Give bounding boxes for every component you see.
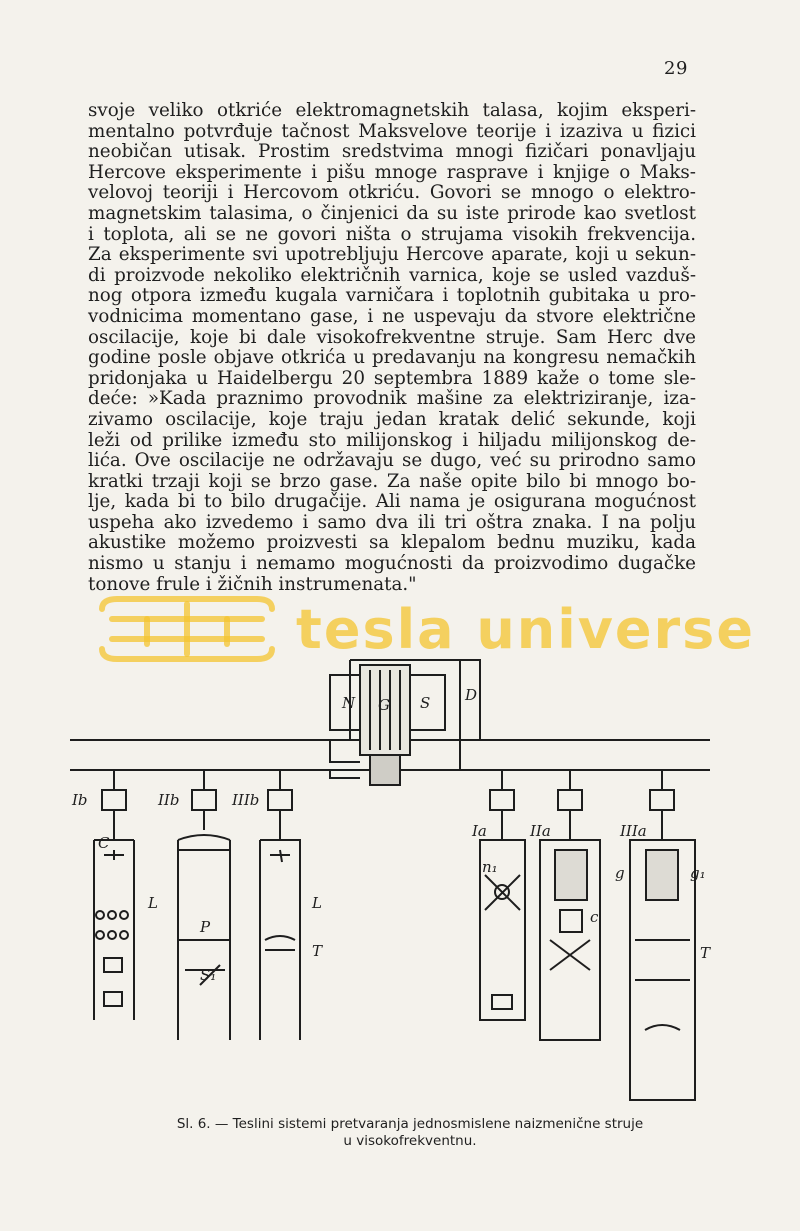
body-line: svoje veliko otkriće elektromagnetskih talasa, kojim eksperi- <box>88 100 696 121</box>
body-text <box>88 101 696 595</box>
caption-line-2: u visokofrekventnu. <box>343 1133 477 1149</box>
body-line: magnetskim talasima, o činjenici da su iste prirode kao svetlost <box>88 202 696 224</box>
label-iib: IIb <box>158 791 180 809</box>
label-l-left: L <box>148 894 158 912</box>
label-n: N <box>342 694 356 712</box>
page-number: 29 <box>664 58 688 79</box>
body-line: vodnicima momentano gase, i ne uspevaju da stvore električne <box>88 305 696 327</box>
body-line: i toplota, ali se ne govori ništa o strujama visokih frekvencija. <box>88 223 696 245</box>
label-c-small: c <box>590 908 599 926</box>
label-ib: Ib <box>72 791 88 809</box>
branch-iiia <box>630 770 695 1100</box>
body-line: kratki trzaji koji se brzo gase. Za naše opite bilo bi mnogo bo- <box>88 470 696 492</box>
body-line: mentalno potvrđuje tačnost Maksvelove teorije i izaziva u fizici <box>88 120 696 142</box>
branch-iiib <box>260 770 300 1040</box>
circuit-diagram <box>60 640 740 1110</box>
label-c: C <box>98 834 110 852</box>
label-g1: g₁ <box>690 864 706 882</box>
figure-caption <box>100 1116 720 1150</box>
body-line: godine posle objave otkrića u predavanju na kongresu nemačkih <box>88 347 696 369</box>
label-p: P <box>200 918 211 936</box>
body-line: lića. Ove oscilacije ne održavaju se dugo, već su prirodno samo <box>88 450 696 472</box>
body-line: pridonjaka u Haidelbergu 20 septembra 1889 kaže o tome sle- <box>88 367 696 389</box>
label-g: G <box>378 696 390 714</box>
body-line: leži od prilike između sto milijonskog i hiljadu milijonskog de- <box>88 429 696 451</box>
label-n1: n₁ <box>482 858 498 876</box>
branch-iib <box>178 770 230 1040</box>
body-line: neobičan utisak. Prostim sredstvima mnogi fizičari ponavljaju <box>88 141 696 163</box>
body-line: nog otpora između kugala varničara i toplotnih gubitaka u pro- <box>88 285 696 307</box>
caption-line-1: Sl. 6. — Teslini sistemi pretvaranja jednosmislene naizmenične struje <box>176 1116 644 1132</box>
body-line: uspeha ako izvedemo i samo dva ili tri oštra znaka. I na polju <box>88 511 696 533</box>
body-line: akustike možemo proizvesti sa klepalom bednu muziku, kada <box>88 532 696 554</box>
body-line: nismo u stanju i nemamo mogućnosti da proizvodimo dugačke <box>88 553 696 575</box>
body-line: oscilacije, koje bi dale visokofrekventne struje. Sam Herc dve <box>88 326 696 348</box>
body-line: lje, kada bi to bilo drugačije. Ali nama je osigurana mogućnost <box>88 491 696 513</box>
label-l-right: L <box>312 894 322 912</box>
label-iiia: IIIa <box>620 822 647 840</box>
label-s: S <box>420 694 431 712</box>
body-line: velovoj teoriji i Hercovom otkriću. Govori se mnogo o elektro- <box>88 182 696 204</box>
branch-iia <box>540 770 600 1040</box>
branch-ia <box>480 770 525 1020</box>
commutator <box>370 755 400 785</box>
label-g: g <box>615 864 625 882</box>
label-d: D <box>465 686 478 704</box>
body-line: zivamo oscilacije, koje traju jedan kratak delić sekunde, koji <box>88 408 696 430</box>
label-ia: Ia <box>472 822 487 840</box>
body-line: di proizvode nekoliko električnih varnica, koje se usled vazduš- <box>88 264 696 286</box>
label-iiib: IIIb <box>232 791 260 809</box>
body-line: deće: »Kada praznimo provodnik mašine za elektriziranje, iza- <box>88 388 696 410</box>
watermark-text: tesla universe <box>296 597 755 661</box>
body-line: Hercove eksperimente i pišu mnoge rasprave i knjige o Maks- <box>88 161 696 183</box>
body-line: tonove frule i žičnih instrumenata." <box>88 573 417 595</box>
label-s1: S₁ <box>200 966 217 984</box>
body-line: Za eksperimente svi upotrebljuju Hercove aparate, koji u sekun- <box>88 244 696 266</box>
branch-ib <box>94 770 134 1020</box>
label-t-right: T <box>700 944 711 962</box>
label-t-left: T <box>312 942 323 960</box>
label-iia: IIa <box>530 822 551 840</box>
